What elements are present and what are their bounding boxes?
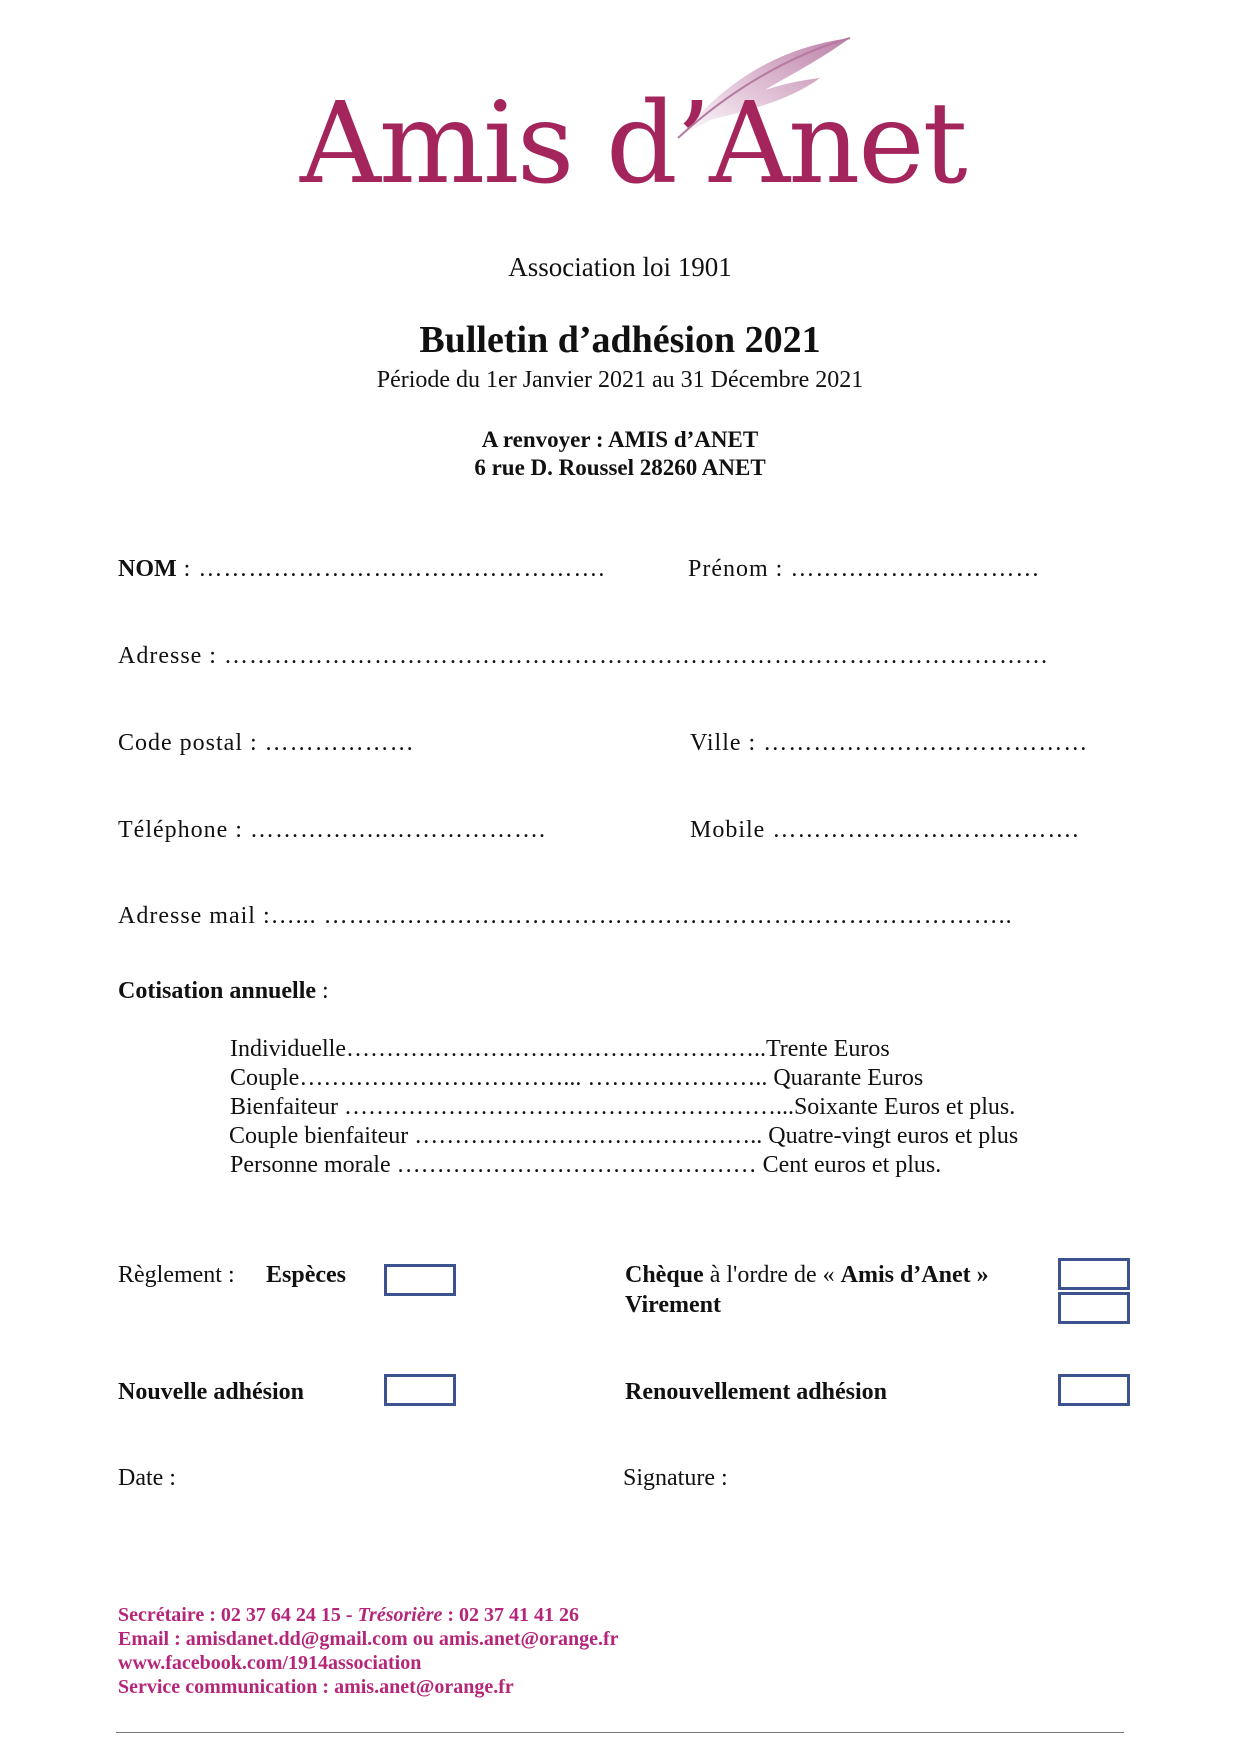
cheque-label: Chèque [625, 1262, 704, 1288]
footer-phones [118, 1604, 579, 1627]
virement-label: Virement [625, 1292, 721, 1318]
cotisation-title: Cotisation annuelle [118, 978, 317, 1004]
telephone-field[interactable]: Téléphone : ……………..………………. [118, 817, 546, 843]
tier-personne-morale: Personne morale ……………………………………… Cent euros et plus. [230, 1152, 942, 1178]
virement-checkbox[interactable] [1058, 1292, 1130, 1324]
especes-checkbox[interactable] [384, 1264, 456, 1296]
logo-text: Amis d’Anet [300, 79, 966, 209]
nouvelle-adhesion-checkbox[interactable] [384, 1374, 456, 1406]
renouvellement-label: Renouvellement adhésion [625, 1379, 888, 1405]
reglement-label: Règlement : [118, 1262, 235, 1288]
especes-label: Espèces [266, 1262, 346, 1288]
page-title: Bulletin d’adhésion 2021 [419, 319, 821, 361]
tier-couple: Couple……………………………... ………………….. Quarante Euros [230, 1065, 924, 1091]
cotisation-heading [118, 978, 329, 1005]
send-to-address: 6 rue D. Roussel 28260 ANET [474, 455, 766, 480]
nom-field[interactable] [118, 556, 605, 583]
cheque-order-text: à l'ordre de « [703, 1262, 841, 1288]
period-text: Période du 1er Janvier 2021 au 31 Décembre 2021 [376, 367, 864, 393]
adresse-field[interactable]: Adresse : ……………………………………………………………………………………… [118, 643, 1049, 669]
tier-bienfaiteur: Bienfaiteur ………………………………………………...Soixante Euros et plus. [230, 1094, 1016, 1120]
send-to-line-1: A renvoyer : AMIS d’ANET [481, 427, 759, 452]
date-field[interactable]: Date : [118, 1465, 176, 1491]
footer-divider [116, 1732, 1124, 1733]
footer-facebook-link[interactable]: www.facebook.com/1914association [118, 1652, 422, 1674]
nouvelle-adhesion-label: Nouvelle adhésion [118, 1379, 305, 1405]
signature-field[interactable]: Signature : [623, 1465, 728, 1491]
footer-secretaire: Secrétaire : 02 37 64 24 15 - [118, 1604, 358, 1626]
tier-couple-bienfaiteur: Couple bienfaiteur …………………………………….. Quatre-vingt euros et plus [229, 1123, 1019, 1149]
tier-individuelle: Individuelle……………………………………………..Trente Euros [230, 1036, 890, 1062]
mobile-field[interactable]: Mobile ………………………………. [690, 817, 1080, 843]
code-postal-field[interactable]: Code postal : ……………… [118, 730, 415, 756]
association-subtitle: Association loi 1901 [508, 252, 732, 282]
cheque-line [625, 1262, 989, 1289]
cheque-payee: Amis d’Anet » [840, 1262, 989, 1288]
cheque-checkbox[interactable] [1058, 1258, 1130, 1290]
footer-tresoriere-phone: : 02 37 41 41 26 [442, 1604, 580, 1626]
footer-communication[interactable]: Service communication : amis.anet@orange.fr [118, 1676, 514, 1698]
prenom-field[interactable]: Prénom : ………………………… [688, 556, 1041, 582]
footer-email[interactable]: Email : amisdanet.dd@gmail.com ou amis.anet@orange.fr [118, 1628, 619, 1650]
ville-field[interactable]: Ville : ………………………………… [690, 730, 1089, 756]
nom-dots: : …………………………………………. [176, 556, 606, 582]
email-field[interactable]: Adresse mail :…... ……………………………………………………………………….. [118, 903, 1013, 929]
renouvellement-checkbox[interactable] [1058, 1374, 1130, 1406]
footer-tresoriere: Trésorière [357, 1604, 443, 1626]
nom-label: NOM [118, 556, 177, 582]
logo [300, 30, 966, 230]
cotisation-colon: : [316, 978, 329, 1004]
